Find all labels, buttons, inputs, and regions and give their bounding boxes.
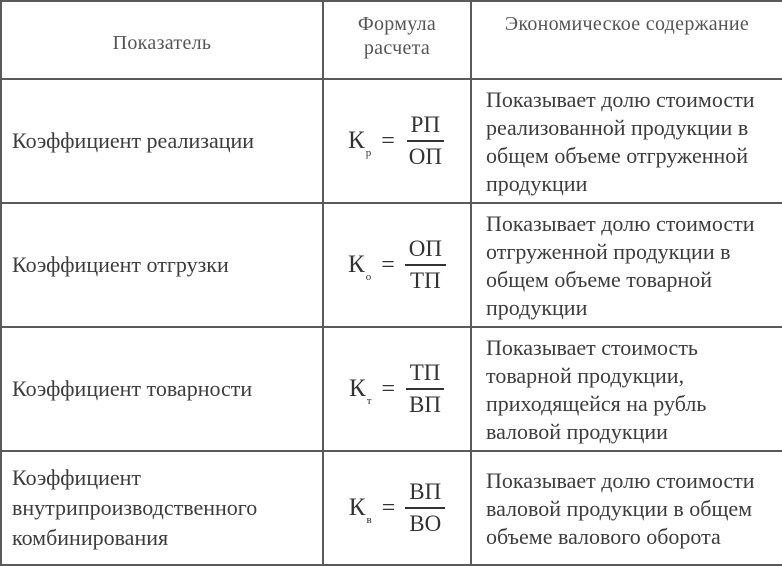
table-row bbox=[1, 203, 782, 327]
formula-cell bbox=[323, 327, 471, 451]
indicator-name: Коэффициент отгрузки bbox=[1, 203, 323, 327]
formula-numerator: ТП bbox=[406, 360, 445, 390]
formula-equals: = bbox=[381, 494, 396, 521]
formula-numerator: РП bbox=[407, 112, 444, 142]
formula-symbol: К bbox=[348, 251, 365, 278]
indicator-name: Коэффициент внутрипроизводственного комбинирования bbox=[1, 451, 323, 565]
formula-fraction bbox=[405, 479, 445, 537]
formula-symbol: К bbox=[348, 494, 366, 521]
formula bbox=[349, 360, 445, 418]
formula-subscript: о bbox=[365, 271, 372, 283]
formula-cell bbox=[323, 203, 471, 327]
formula-cell bbox=[323, 79, 471, 203]
formula-subscript: р bbox=[365, 147, 372, 159]
formula-numerator: ОП bbox=[405, 236, 446, 266]
table-row bbox=[1, 79, 782, 203]
table-row bbox=[1, 451, 782, 565]
formula-symbol: К bbox=[348, 127, 365, 154]
header-formula: Формула расчета bbox=[323, 1, 471, 79]
table-row bbox=[1, 327, 782, 451]
formula bbox=[348, 236, 446, 294]
formula bbox=[348, 112, 446, 170]
formula-subscript: т bbox=[366, 395, 372, 407]
formula-fraction bbox=[405, 112, 446, 170]
formula-equals: = bbox=[381, 375, 396, 402]
meaning-text: Показывает стоимость товарной продукции, приходящейся на рубль валовой продукции bbox=[471, 327, 782, 451]
formula-denominator: ВП bbox=[409, 392, 441, 417]
indicator-name: Коэффициент реализации bbox=[1, 79, 323, 203]
formula-equals: = bbox=[381, 251, 395, 278]
formula-subscript: в bbox=[366, 514, 372, 526]
formula-equals: = bbox=[381, 127, 395, 154]
indicator-name: Коэффициент товарности bbox=[1, 327, 323, 451]
formula-denominator: ОП bbox=[408, 144, 442, 169]
formula-fraction bbox=[405, 360, 445, 418]
meaning-text: Показывает долю стоимости валовой продукции в общем объеме валового оборота bbox=[471, 451, 782, 565]
formula-symbol: К bbox=[349, 375, 366, 402]
formula-cell bbox=[323, 451, 471, 565]
formula-fraction bbox=[405, 236, 446, 294]
formula-denominator: ВО bbox=[409, 511, 442, 536]
meaning-text: Показывает долю стоимости отгруженной продукции в общем объеме товарной продукции bbox=[471, 203, 782, 327]
formula-denominator: ТП bbox=[410, 268, 441, 293]
header-indicator: Показатель bbox=[1, 1, 323, 79]
formula bbox=[349, 479, 445, 537]
header-meaning: Экономическое содержание bbox=[471, 1, 782, 79]
meaning-text: Показывает долю стоимости реализованной продукции в общем объеме отгруженной продукции bbox=[471, 79, 782, 203]
header-row bbox=[1, 1, 782, 79]
formula-numerator: ВП bbox=[405, 479, 445, 509]
